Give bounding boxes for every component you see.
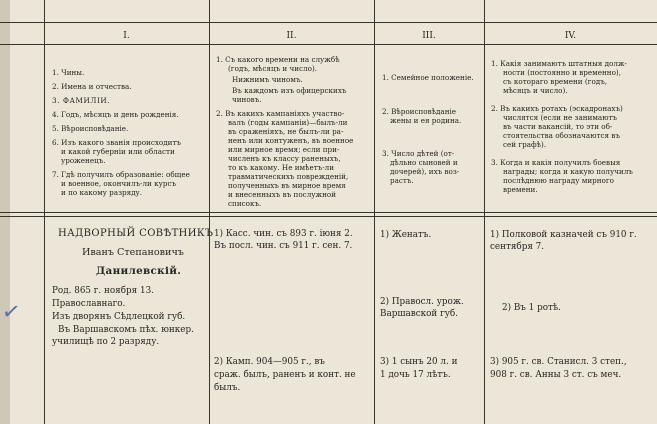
record-detail: Изъ дворянъ Сѣдлецкой губ. [52, 312, 186, 322]
record-rank: НАДВОРНЫЙ СОВѢТНИКЪ [58, 228, 214, 239]
legend-item: награды; когда и какую получилъ [503, 167, 633, 176]
legend-item: травматическихъ поврежденій, [228, 172, 349, 181]
record-service: 1) Касс. чин. съ 893 г. іюня 2. [214, 229, 353, 239]
row-divider [0, 44, 657, 45]
legend-item: 2. Вѣроисповѣданіе [382, 107, 457, 116]
record-children: 1 дочь 17 лѣтъ. [380, 370, 451, 380]
legend-item: 1. Чины. [52, 68, 85, 77]
record-campaigns: 2) Камп. 904—905 г., въ [214, 357, 325, 367]
record-wife: 2) Правосл. урож. [380, 297, 464, 307]
legend-item: численъ къ классу раненыхъ, [228, 154, 341, 163]
row-divider [0, 216, 657, 217]
legend-item: 2. Въ какихъ ротахъ (эскадронахъ) [491, 104, 623, 113]
legend-item: 6. Изъ какого званія происходитъ [52, 138, 182, 147]
legend-item: сей графѣ). [503, 140, 547, 149]
record-family-status: 1) Женатъ. [380, 230, 432, 240]
pencil-check-mark: ✓ [0, 298, 23, 327]
record-detail: Православнаго. [52, 299, 126, 309]
legend-item: съ котораго времени (годъ, [503, 77, 608, 86]
legend-item: уроженецъ. [61, 156, 106, 165]
record-awards: 908 г. св. Анны 3 ст. съ меч. [490, 370, 622, 380]
legend-item: 2. Въ какихъ кампаніяхъ участво- [216, 109, 345, 118]
column-header-4: IV. [564, 31, 577, 41]
legend-item: ненъ или контуженъ, въ военное [228, 136, 354, 145]
legend-item: растъ. [390, 176, 414, 185]
legend-item: дѣльно сыновей и [390, 158, 458, 167]
column-header-1: I. [123, 31, 130, 41]
record-wife: Варшавской губ. [380, 309, 458, 319]
record-post: сентября 7. [490, 242, 545, 252]
legend-item: 1. Семейное положеніе. [382, 73, 474, 82]
legend-item: 2. Имена и отчества. [52, 82, 132, 91]
legend-item: мѣсяцъ и число). [503, 86, 568, 95]
legend-item: 1. Съ какого времени на службѣ [216, 55, 340, 64]
column-header-3: III. [422, 31, 436, 41]
legend-item: 3. Число дѣтей (от- [382, 149, 455, 158]
row-divider [0, 22, 657, 23]
legend-item: въ сраженіяхъ, не былъ-ли ра- [228, 127, 344, 136]
row-divider [0, 212, 657, 213]
legend-item: 4. Годъ, мѣсяцъ и день рожденія. [52, 110, 179, 119]
legend-item: и внесенныхъ въ послужной [228, 190, 337, 199]
record-awards: 3) 905 г. св. Станисл. 3 степ., [490, 357, 627, 367]
record-children: 3) 1 сынъ 20 л. и [380, 357, 458, 367]
legend-item: дочерей), ихъ воз- [390, 167, 460, 176]
legend-item: (годъ, мѣсяцъ и число). [228, 64, 318, 73]
legend-item: Нижнимъ чиномъ. [232, 75, 303, 84]
record-company: 2) Въ 1 ротѣ. [502, 303, 561, 313]
legend-item: жены и ея родина. [390, 116, 462, 125]
legend-item: валъ (годы кампаніи)—былъ-ли [228, 118, 348, 127]
legend-item: и по какому разряду. [61, 188, 143, 197]
legend-item: 1. Какія занимаютъ штатныя долж- [491, 59, 627, 68]
record-post: 1) Полковой казначей съ 910 г. [490, 230, 637, 240]
legend-item: то къ какому. Не имѣетъ-ли [228, 163, 335, 172]
record-detail: Род. 865 г. ноября 13. [52, 286, 154, 296]
record-detail: училищѣ по 2 разряду. [52, 337, 160, 347]
record-campaigns: сраж. былъ, раненъ и конт. не [214, 370, 356, 380]
legend-item: 3. Когда и какія получилъ боевыя [491, 158, 621, 167]
legend-item: 3. ФАМИЛІИ. [52, 96, 111, 105]
legend-item: 5. Вѣроисповѣданіе. [52, 124, 129, 133]
legend-item: ности (постоянно и временно), [503, 68, 621, 77]
legend-item: чиновъ. [232, 95, 262, 104]
legend-item: Въ каждомъ изъ офицерскихъ [232, 86, 347, 95]
legend-item: или мирное время; если при- [228, 145, 340, 154]
legend-item: и какой губерніи или области [61, 147, 175, 156]
legend-item: числятся (если не занимаютъ [503, 113, 618, 122]
record-detail: Въ Варшавскомъ пѣх. юнкер. [58, 325, 194, 335]
record-service: Въ посл. чин. съ 911 г. сен. 7. [214, 241, 353, 251]
legend-item: 7. Гдѣ получилъ образованіе: общее [52, 170, 190, 179]
column-header-2: II. [286, 31, 297, 41]
record-surname: Данилевскій. [96, 265, 182, 277]
legend-item: въ части вакансій, то эти об- [503, 122, 613, 131]
legend-item: послѣднюю награду мирного [503, 176, 614, 185]
legend-item: и военное, окончилъ-ли курсъ [61, 179, 177, 188]
record-campaigns: былъ. [214, 383, 241, 393]
legend-item: стоятельства обозначаются въ [503, 131, 620, 140]
legend-item: времени. [503, 185, 538, 194]
legend-item: списокъ. [228, 199, 262, 208]
legend-item: полученныхъ въ мирное время [228, 181, 346, 190]
record-given-name: Иванъ Степановичъ [82, 247, 184, 258]
